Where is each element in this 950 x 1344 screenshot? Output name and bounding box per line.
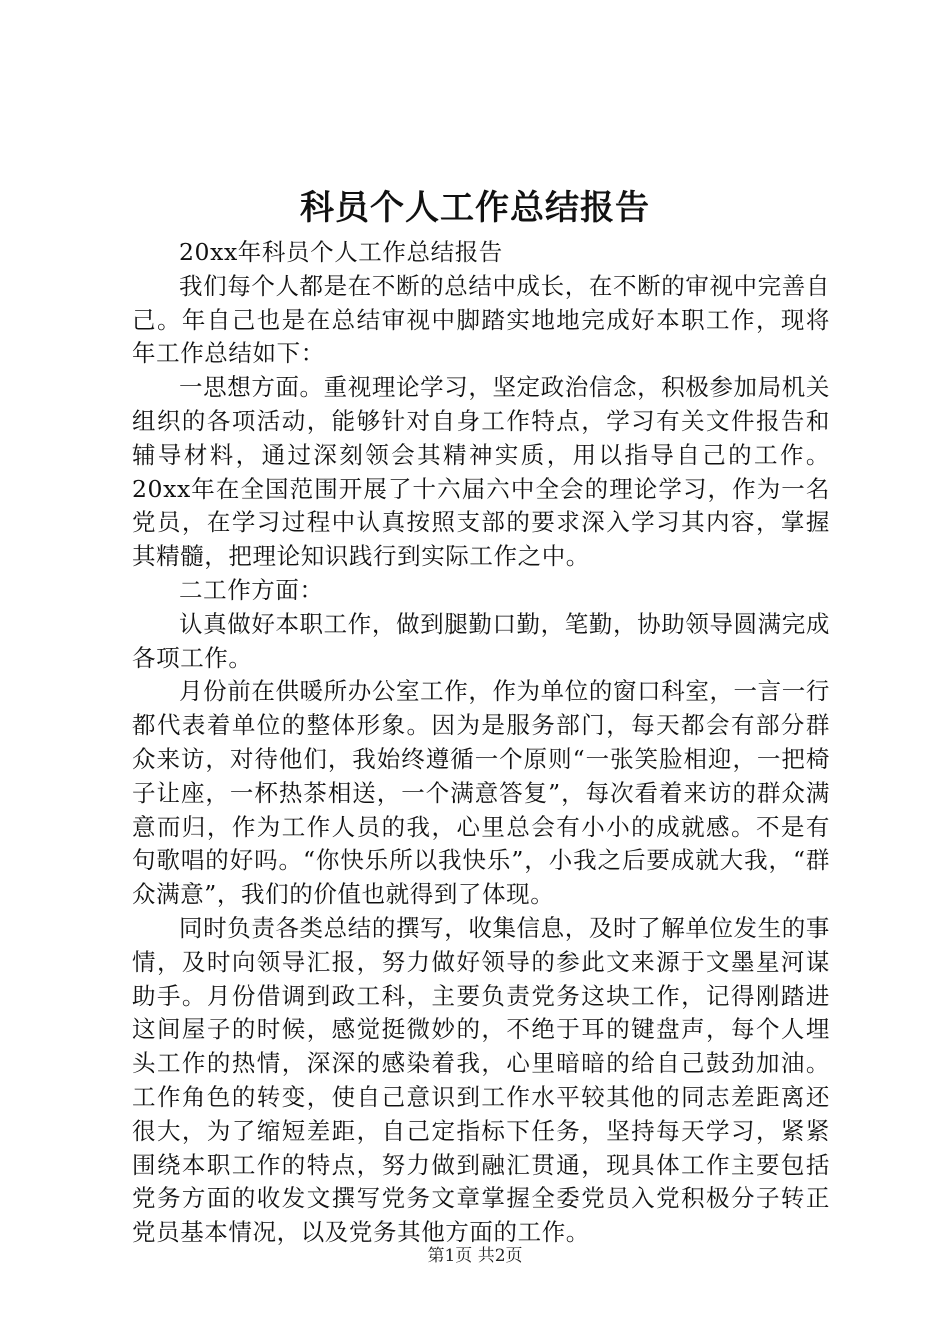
page-footer: 第1页 共2页 bbox=[427, 1246, 523, 1266]
paragraph-duty: 认真做好本职工作，做到腿勤口勤，笔勤，协助领导圆满完成各项工作。 bbox=[132, 609, 830, 672]
document-body bbox=[132, 236, 830, 1250]
paragraph-thought: 一思想方面。重视理论学习，坚定政治信念，积极参加局机关组织的各项活动，能够针对自身工作特点，学习有关文件报告和辅导材料，通过深刻领会其精神实质，用以指导自己的工作。20xx年在全国范围开展了十六届六中全会的理论学习，作为一名党员，在学习过程中认真按照支部的要求深入学习其内容，掌握其精髓，把理论知识践行到实际工作之中。 bbox=[132, 373, 830, 571]
document-title: 科员个人工作总结报告 bbox=[300, 188, 650, 228]
paragraph-party-affairs: 同时负责各类总结的撰写，收集信息，及时了解单位发生的事情，及时向领导汇报，努力做好领导的参此文来源于文墨星河谋助手。月份借调到政工科，主要负责党务这块工作，记得刚踏进这间屋子的时候，感觉挺微妙的，不绝于耳的键盘声，每个人埋头工作的热情，深深的感染着我，心里暗暗的给自己鼓劲加油。工作角色的转变，使自己意识到工作水平较其他的同志差距离还很大，为了缩短差距，自己定指标下任务，坚持每天学习，紧紧围绕本职工作的特点，努力做到融汇贯通，现具体工作主要包括党务方面的收发文撰写党务文章掌握全委党员入党积极分子转正党员基本情况，以及党务其他方面的工作。 bbox=[132, 913, 830, 1247]
paragraph-work-heading: 二工作方面： bbox=[179, 575, 324, 604]
paragraph-intro: 我们每个人都是在不断的总结中成长，在不断的审视中完善自己。年自己也是在总结审视中脚踏实地地完成好本职工作，现将年工作总结如下： bbox=[132, 271, 830, 368]
paragraph-heading: 20xx年科员个人工作总结报告 bbox=[179, 238, 503, 266]
paragraph-office: 月份前在供暖所办公室工作，作为单位的窗口科室，一言一行都代表着单位的整体形象。因为是服务部门，每天都会有部分群众来访，对待他们，我始终遵循一个原则“一张笑脸相迎，一把椅子让座，一杯热茶相送，一个满意答复”，每次看着来访的群众满意而归，作为工作人员的我，心里总会有小小的成就感。不是有句歌唱的好吗。“你快乐所以我快乐”，小我之后要成就大我，“群众满意”，我们的价值也就得到了体现。 bbox=[132, 677, 830, 909]
